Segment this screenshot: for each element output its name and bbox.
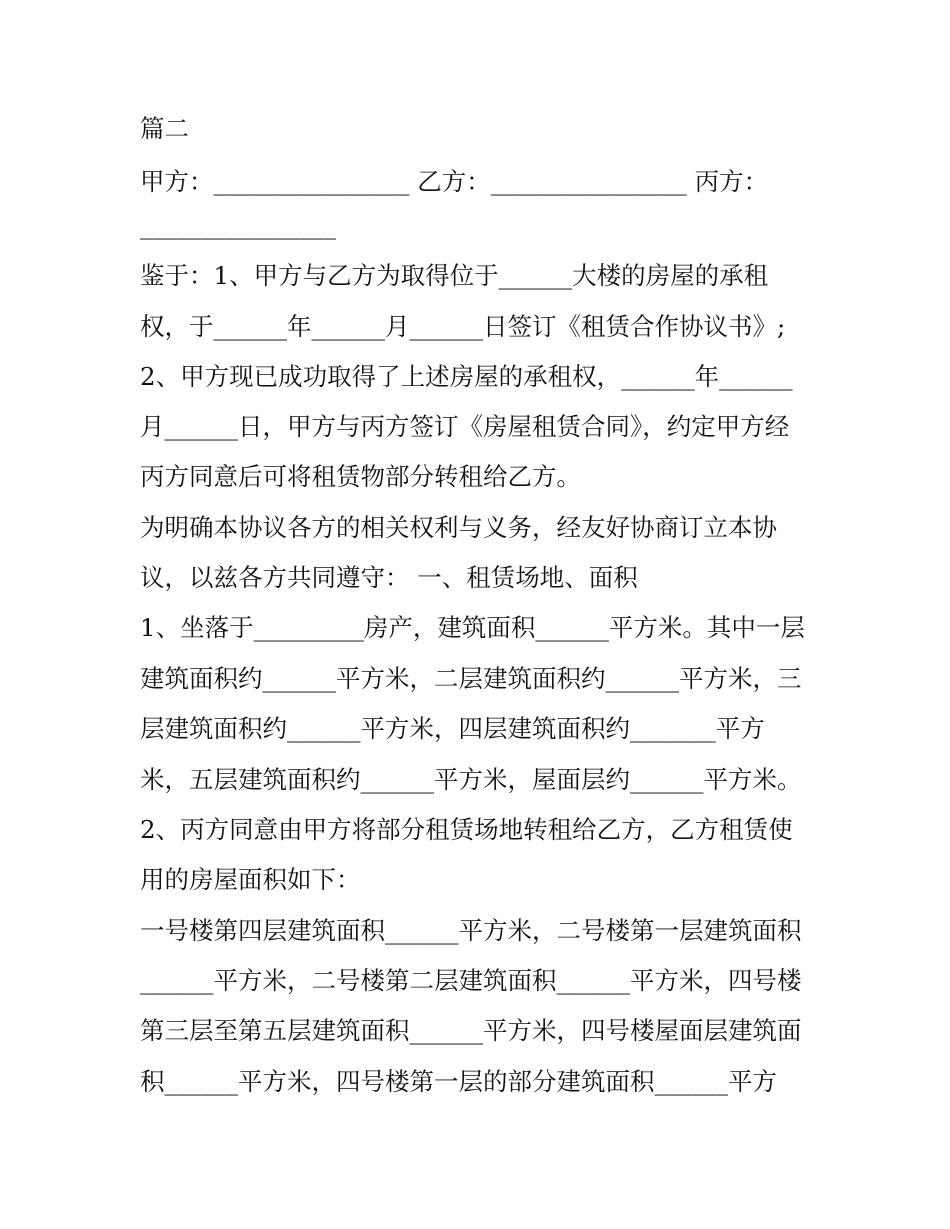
text-line: 第三层至第五层建筑面积______平方米，四号楼屋面层建筑面 <box>140 1016 802 1045</box>
text-line: 2、丙方同意由甲方将部分租赁场地转租给乙方，乙方租赁使 <box>140 815 793 844</box>
text-line: 用的房屋面积如下： <box>140 865 361 894</box>
text-line: 议，以兹各方共同遵守： 一、租赁场地、面积 <box>140 563 638 592</box>
text-line: 一号楼第四层建筑面积______平方米，二号楼第一层建筑面积 <box>140 916 802 945</box>
text-line: 建筑面积约______平方米，二层建筑面积约______平方米，三 <box>140 664 802 693</box>
text-line: 月______日，甲方与丙方签订《房屋租赁合同》，约定甲方经 <box>140 412 790 441</box>
text-line: 鉴于：1、甲方与乙方为取得位于______大楼的房屋的承租 <box>140 261 769 290</box>
text-line: 权，于______年______月______日签订《租赁合作协议书》; <box>140 312 786 341</box>
party-line: 甲方：________________ 乙方：________________ 丙方： <box>140 167 769 196</box>
text-line: 积______平方米，四号楼第一层的部分建筑面积______平方 <box>140 1067 777 1096</box>
text-line: 2、甲方现已成功取得了上述房屋的承租权，______年______ <box>140 362 793 391</box>
text-line: 米，五层建筑面积约______平方米，屋面层约______平方米。 <box>140 765 802 794</box>
text-line: 丙方同意后可将租赁物部分转租给乙方。 <box>140 462 581 491</box>
section-heading: 篇二 <box>140 114 189 143</box>
text-line: 为明确本协议各方的相关权利与义务，经友好协商订立本协 <box>140 513 777 542</box>
party-line-continued: ________________ <box>140 211 336 240</box>
text-line: ______平方米，二号楼第二层建筑面积______平方米，四号楼 <box>140 966 802 995</box>
text-line: 1、坐落于_________房产，建筑面积______平方米。其中一层 <box>140 613 805 642</box>
text-line: 层建筑面积约______平方米，四层建筑面积约_______平方 <box>140 714 765 743</box>
